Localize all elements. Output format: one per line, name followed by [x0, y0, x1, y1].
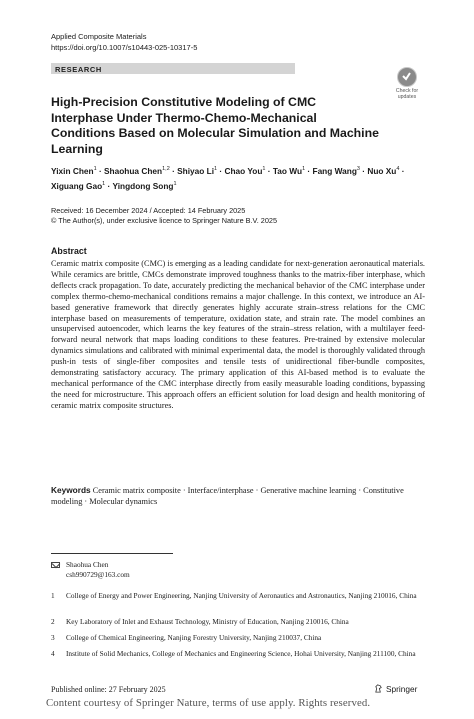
springer-wordmark: Springer [386, 684, 418, 694]
affiliation-number: 1 [51, 591, 55, 600]
author-name: Tao Wu [272, 165, 303, 176]
abstract-text: Ceramic matrix composite (CMC) is emerging as a leading candidate for next-generation aeronautical materials. While ceramics are brittle, CMCs demonstrate improved toughness thanks to the matrix-fiber interphase, which deflects crack propagation. To date, accurately predicting the mechanical behavior of the CMC interphase under complex thermo-chemo-mechanical conditions remains a major challenge. In this context, we introduce an AI-based generative framework that directly generates highly accurate strain–stress relations for the CMC interphase based on measurements of temperature, oxidation state, and strain rate. The model combines an unsupervised autoencoder, which learns the key features of the strain–stress relation, with a multilayer feed-forward neural network that maps loading conditions to these features. Pre-trained by extensive molecular dynamics simulations and calibrated with minimal experimental data, the model is thoroughly validated through push-in tests of single-fiber composites and tensile tests of unidirectional fiber-bundle composites, demonstrating satisfactory accuracy. The primary application of this AI-based method is to evaluate the mechanical performance of the CMC interphase directly from easily measurable loading conditions, bypassing the need for microstructure. This approach offers an efficient solution for load design and health monitoring of ceramic matrix composite structures. [51, 259, 425, 410]
abstract-heading: Abstract [51, 246, 87, 256]
keywords-text: Ceramic matrix composite · Interface/interphase · Generative machine learning · Constitutive modeling · Molecular dynamics [51, 486, 404, 506]
springer-logo [374, 684, 417, 694]
keywords-label: Keywords [51, 485, 91, 495]
author-affiliation-mark: 3 [356, 166, 360, 172]
author-affiliation-mark: 1 [214, 166, 218, 172]
author-list: Yixin Chen$^1$ · Shaohua Chen$^{1,2}$ · Shiyao $Li^1$ · Chao You$^1$ · Tao $Wu^1$ · Fang Wang$^3$ · Nuo $Xu^4$ · Xiguang Gao$^1$ · Yingdong Song$^1$ [51, 165, 405, 191]
footnote-divider [51, 553, 173, 554]
copyright: © The Author(s), under exclusive licence to Springer Nature B.V. 2025 [51, 216, 278, 225]
author-affiliation-mark: 1,2 [162, 166, 170, 172]
affiliation-text: College of Chemical Engineering, Nanjing Forestry University, Nanjing 210037, China [66, 633, 322, 642]
author-affiliation-mark: 1 [173, 180, 177, 187]
affiliation-number: 3 [51, 633, 55, 642]
affiliation-text: Institute of Solid Mechanics, College of Mechanics and Engineering Science, Hohai University, Nanjing 211100, China [66, 649, 416, 658]
journal-name: Applied Composite Materials [51, 32, 147, 41]
affiliation-text: College of Energy and Power Engineering, Nanjing University of Aeronautics and Astronautics, Nanjing 210016, China [66, 591, 417, 600]
author-name: Shaohua Chen [104, 165, 163, 176]
affiliation-item [51, 649, 431, 669]
affiliation-text: Key Laboratory of Inlet and Exhaust Technology, Ministry of Education, Nanjing 210016, China [66, 617, 349, 626]
author-name: Xiguang Gao [51, 180, 103, 191]
author-affiliation-mark: 1 [262, 166, 266, 172]
paper-title: High-Precision Constitutive Modeling of CMC Interphase Under Thermo-Chemo-Mechanical Conditions Based on Molecular Simulation and Machine Learning [51, 95, 379, 156]
check-updates-line2: updates [397, 94, 417, 100]
publication-dates [51, 206, 277, 226]
corresponding-name: Shaohua Chen [66, 560, 109, 569]
corresponding-author [51, 560, 431, 582]
envelope-icon [51, 562, 60, 568]
author-name: Nuo Xu [367, 165, 397, 176]
affiliation-item [51, 591, 431, 611]
author-affiliation-mark: 1 [93, 166, 97, 172]
check-updates-icon [397, 67, 417, 87]
author-name: Fang Wang [312, 165, 357, 176]
section-label: RESEARCH [55, 64, 102, 74]
author-name: Chao You [224, 165, 263, 176]
author-affiliation-mark: 1 [102, 180, 106, 187]
affiliation-number: 2 [51, 617, 55, 626]
springer-horse-icon [374, 684, 383, 693]
author-name: Yixin Chen [51, 165, 94, 176]
check-updates-badge[interactable] [389, 67, 425, 105]
doi-link[interactable]: https://doi.org/10.1007/s10443-025-10317-5 [51, 43, 198, 52]
author-name: Shiyao Li [177, 165, 215, 176]
check-updates-line1: Check for [395, 88, 419, 94]
courtesy-notice: Content courtesy of Springer Nature, terms of use apply. Rights reserved. [46, 697, 371, 709]
author-affiliation-mark: 1 [302, 166, 306, 172]
affiliation-number: 4 [51, 649, 55, 658]
keywords [51, 485, 425, 508]
published-date: Published online: 27 February 2025 [51, 685, 166, 694]
received-accepted: Received: 16 December 2024 / Accepted: 14 February 2025 [51, 206, 246, 215]
author-name: Yingdong Song [112, 180, 174, 191]
corresponding-email[interactable]: csh990729@163.com [66, 569, 130, 579]
author-affiliation-mark: 4 [396, 166, 400, 172]
